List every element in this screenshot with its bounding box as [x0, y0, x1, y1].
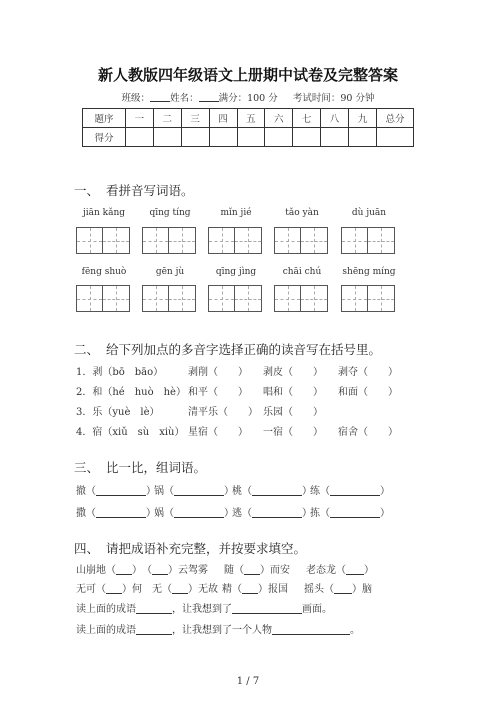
- section-2-number: 二、: [74, 342, 100, 357]
- section-1-heading: [74, 181, 194, 199]
- answer-blank[interactable]: [152, 564, 168, 575]
- answer-blank[interactable]: [232, 603, 302, 614]
- idiom-part: 山崩地: [76, 565, 106, 576]
- section-3-title: 比一比，组词语。: [106, 460, 207, 475]
- question-text: 读上面的成语: [76, 625, 136, 636]
- score-table-row: [83, 128, 414, 147]
- idiom-part: 报国: [268, 584, 288, 595]
- tianzige-box[interactable]: [208, 227, 262, 254]
- idiom-part: 云驾雾: [178, 565, 208, 576]
- answer-blank[interactable]: [106, 583, 122, 594]
- idiom-part: 无故: [198, 584, 218, 595]
- section-4-heading: [74, 539, 306, 557]
- idiom-part: 老态龙: [306, 565, 336, 576]
- compare-row: 撒（ ）娲（ ）逃（ ）拣（ ）: [76, 504, 388, 519]
- tianzige-box[interactable]: [208, 285, 262, 312]
- section-1-title: 看拼音写词语。: [106, 183, 194, 198]
- polyphone-line: [76, 363, 398, 378]
- polyphone-word[interactable]: 剥夺（ ）: [338, 367, 398, 378]
- score-table: [82, 108, 414, 147]
- polyphone-word[interactable]: 剥皮（ ）: [263, 367, 323, 378]
- class-blank[interactable]: [150, 92, 170, 102]
- answer-blank[interactable]: [330, 485, 380, 496]
- section-4-title: 请把成语补充完整，并按要求填空。: [106, 541, 307, 556]
- compare-char: 撤: [76, 486, 86, 497]
- polyphone-char: 1．剥（bō bāo）: [76, 367, 164, 378]
- answer-blank[interactable]: [252, 507, 302, 518]
- idiom-part: 摇头: [304, 584, 324, 595]
- header-cell: 六: [265, 109, 293, 128]
- idiom-row: 无可（ ）何 无（ ）无故 精（ ）报国 摇头（ ）脑: [76, 580, 372, 595]
- header-cell: 总分: [377, 109, 414, 128]
- pinyin-label: chāi chú: [282, 267, 322, 277]
- pinyin-label: dù juān: [351, 208, 387, 218]
- score-cell[interactable]: [293, 128, 321, 147]
- compare-char: 练: [310, 486, 320, 497]
- score-cell[interactable]: [209, 128, 237, 147]
- score-cell[interactable]: [153, 128, 181, 147]
- answer-blank[interactable]: [96, 507, 146, 518]
- idiom-part: 精: [222, 584, 232, 595]
- header-cell: 三: [181, 109, 209, 128]
- polyphone-word[interactable]: 唱和（ ）: [263, 387, 323, 398]
- pinyin-label: shēng míng: [342, 267, 396, 277]
- score-cell[interactable]: [265, 128, 293, 147]
- answer-blank[interactable]: [244, 564, 260, 575]
- section-4-number: 四、: [74, 541, 100, 556]
- name-blank[interactable]: [199, 92, 219, 102]
- tianzige-box[interactable]: [142, 227, 196, 254]
- score-cell[interactable]: [349, 128, 377, 147]
- pinyin-label: mǐn jié: [220, 208, 252, 218]
- score-cell[interactable]: [181, 128, 209, 147]
- class-label: 班级：: [121, 93, 151, 104]
- answer-blank[interactable]: [330, 507, 380, 518]
- pinyin-label: fēng shuò: [81, 267, 127, 277]
- answer-blank[interactable]: [252, 485, 302, 496]
- pinyin-label: qīng tíng: [149, 208, 191, 218]
- answer-blank[interactable]: [346, 564, 364, 575]
- section-1-number: 一、: [74, 183, 100, 198]
- full-score: 满分：100 分: [218, 93, 278, 104]
- question-text: 读上面的成语: [76, 604, 136, 615]
- idiom-part: 而安: [270, 565, 290, 576]
- polyphone-word[interactable]: 星宿（ ）: [188, 427, 248, 438]
- answer-blank[interactable]: [272, 624, 350, 635]
- score-cell[interactable]: [321, 128, 349, 147]
- section-2-title: 给下列加点的多音字选择正确的读音写在括号里。: [106, 342, 382, 357]
- score-cell[interactable]: [237, 128, 265, 147]
- score-cell[interactable]: [377, 128, 414, 147]
- compare-char: 撒: [76, 508, 86, 519]
- header-cell: 九: [349, 109, 377, 128]
- question-text: ，让我想到了: [172, 604, 232, 615]
- polyphone-char: 4．宿（xiǔ sù xiù）: [76, 427, 185, 438]
- compare-char: 锅: [154, 486, 164, 497]
- answer-blank[interactable]: [174, 507, 224, 518]
- polyphone-line: [76, 383, 398, 398]
- header-cell: 五: [237, 109, 265, 128]
- idiom-part: 脑: [362, 584, 372, 595]
- polyphone-line: [76, 423, 398, 438]
- page-number: 1 / 7: [236, 676, 260, 687]
- pinyin-label: gēn jù: [155, 267, 185, 277]
- section-2-heading: [74, 340, 381, 358]
- polyphone-word[interactable]: 清平乐（ ）: [188, 407, 258, 418]
- exam-info: [0, 90, 496, 104]
- polyphone-word[interactable]: 乐园（ ）: [263, 407, 323, 418]
- polyphone-word[interactable]: 和面（ ）: [338, 387, 398, 398]
- name-label: 姓名：: [170, 93, 199, 104]
- question-text: 。: [350, 625, 360, 636]
- answer-blank[interactable]: [242, 583, 258, 594]
- tianzige-box[interactable]: [142, 285, 196, 312]
- pinyin-label: tǎo yàn: [285, 208, 319, 218]
- idiom-question-1: [76, 600, 332, 615]
- tianzige-box[interactable]: [274, 285, 328, 312]
- compare-char: 逃: [232, 508, 242, 519]
- score-row-label: 得分: [83, 128, 126, 147]
- header-cell: 一: [126, 109, 154, 128]
- idiom-part: 何: [132, 584, 142, 595]
- polyphone-char: 2．和（hé huò hè）: [76, 387, 186, 398]
- pinyin-label: jiān kǎng: [82, 208, 126, 218]
- header-cell: 四: [209, 109, 237, 128]
- compare-char: 娲: [154, 508, 164, 519]
- question-text: 画面。: [302, 604, 332, 615]
- polyphone-char: 3．乐（yuè lè）: [76, 407, 160, 418]
- answer-blank[interactable]: [174, 485, 224, 496]
- idiom-row: 山崩地（ ）（ ）云驾雾 随（ ）而安 老态龙（ ）: [76, 561, 374, 576]
- header-cell: 七: [293, 109, 321, 128]
- answer-blank[interactable]: [96, 485, 146, 496]
- score-table-header: [83, 109, 414, 128]
- tianzige-box[interactable]: [76, 285, 130, 312]
- header-cell: 二: [153, 109, 181, 128]
- polyphone-word[interactable]: 剥削（ ）: [188, 367, 248, 378]
- answer-blank[interactable]: [172, 583, 188, 594]
- polyphone-line: [76, 403, 338, 418]
- compare-char: 桃: [232, 486, 242, 497]
- header-cell: 八: [321, 109, 349, 128]
- tianzige-box[interactable]: [341, 285, 395, 312]
- polyphone-word[interactable]: 宿舍（ ）: [338, 427, 398, 438]
- section-3-heading: [74, 458, 206, 476]
- answer-blank[interactable]: [136, 624, 172, 635]
- compare-char: 拣: [310, 508, 320, 519]
- exam-time: 考试时间：90 分钟: [292, 93, 375, 104]
- polyphone-word[interactable]: 和平（ ）: [188, 387, 248, 398]
- answer-blank[interactable]: [334, 583, 352, 594]
- section-3-number: 三、: [74, 460, 100, 475]
- idiom-part: 无: [152, 584, 162, 595]
- tianzige-box[interactable]: [76, 227, 130, 254]
- score-cell[interactable]: [126, 128, 154, 147]
- polyphone-word[interactable]: 一宿（ ）: [263, 427, 323, 438]
- answer-blank[interactable]: [136, 603, 172, 614]
- idiom-question-2: [76, 621, 360, 636]
- header-cell: 题序: [83, 109, 126, 128]
- tianzige-box[interactable]: [341, 227, 395, 254]
- question-text: ，让我想到了一个人物: [172, 625, 272, 636]
- answer-blank[interactable]: [116, 564, 132, 575]
- tianzige-box[interactable]: [274, 227, 328, 254]
- pinyin-label: qīng jìng: [215, 267, 257, 277]
- idiom-part: 随: [224, 565, 234, 576]
- exam-title: 新人教版四年级语文上册期中试卷及完整答案: [97, 66, 398, 84]
- idiom-part: 无可: [76, 584, 96, 595]
- compare-row: 撤（ ）锅（ ）桃（ ）练（ ）: [76, 482, 388, 497]
